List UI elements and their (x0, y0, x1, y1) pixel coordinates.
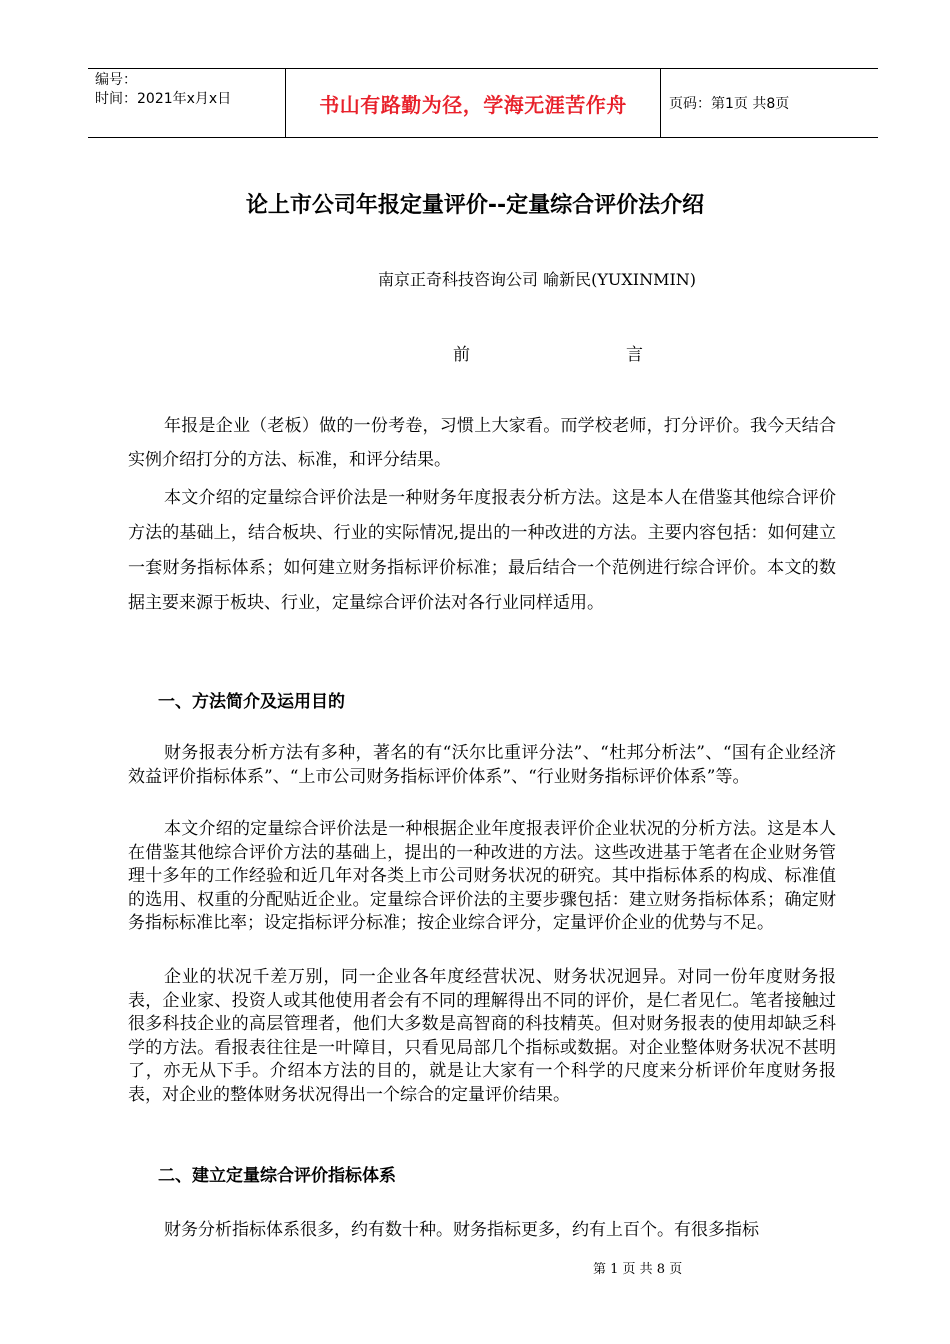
page-footer: 第 1 页 共 8 页 (593, 1262, 683, 1277)
author-line: 南京正奇科技咨询公司 喻新民(YUXINMIN) (378, 270, 697, 289)
paragraph-method-overview: 本文介绍的定量综合评价法是一种财务年度报表分析方法。这是本人在借鉴其他综合评价方法的基础上，结合板块、行业的实际情况,提出的一种改进的方法。主要内容包括：如何建立一套财务指标体系；如何建立财务指标评价标准；最后结合一个范例进行综合评价。本文的数据主要来源于板块、行业，定量综合评价法对各行业同样适用。 (128, 488, 836, 613)
section-heading-2: 二、建立定量综合评价指标体系 (158, 1166, 396, 1186)
paragraph-indicator-system: 财务分析指标体系很多，约有数十种。财务指标更多，约有上百个。有很多指标 (164, 1220, 759, 1240)
paragraph-analysis-methods: 财务报表分析方法有多种，著名的有“沃尔比重评分法”、“杜邦分析法”、“国有企业经济效益评价指标体系”、“上市公司财务指标评价体系”、“行业财务指标评价体系”等。 (128, 743, 836, 787)
preface-heading-char-1: 前 (453, 345, 470, 365)
header-motto: 书山有路勤为径，学海无涯苦作舟 (286, 69, 661, 137)
document-header (88, 68, 878, 138)
header-meta (88, 69, 286, 137)
paragraph-intro: 年报是企业（老板）做的一份考卷，习惯上大家看。而学校老师，打分评价。我今天结合实例介绍打分的方法、标准，和评分结果。 (128, 416, 836, 470)
section-heading-1: 一、方法简介及运用目的 (158, 692, 345, 712)
preface-heading-char-2: 言 (626, 345, 643, 365)
paragraph-purpose: 企业的状况千差万别，同一企业各年度经营状况、财务状况迥异。对同一份年度财务报表，企业家、投资人或其他使用者会有不同的理解得出不同的评价，是仁者见仁。笔者接触过很多科技企业的高层管理者，他们大多数是高智商的科技精英。但对财务报表的使用却缺乏科学的方法。看报表往往是一叶障目，只看见局部几个指标或数据。对企业整体财务状况不甚明了，亦无从下手。介绍本方法的目的，就是让大家有一个科学的尺度来分析评价年度财务报表，对企业的整体财务状况得出一个综合的定量评价结果。 (128, 967, 836, 1105)
paragraph-method-details: 本文介绍的定量综合评价法是一种根据企业年度报表评价企业状况的分析方法。这是本人在借鉴其他综合评价方法的基础上，提出的一种改进的方法。这些改进基于笔者在企业财务管理十多年的工作经验和近几年对各类上市公司财务状况的研究。其中指标体系的构成、标准值的选用、权重的分配贴近企业。定量综合评价法的主要步骤包括：建立财务指标体系；确定财务指标标准比率；设定指标评分标准；按企业综合评分，定量评价企业的优势与不足。 (128, 819, 836, 934)
document-title: 论上市公司年报定量评价--定量综合评价法介绍 (245, 193, 705, 218)
header-page-info: 页码：第1页 共8页 (669, 96, 790, 112)
document-number-label: 编号： (95, 72, 137, 88)
document-time: 时间：2021年x月x日 (95, 91, 232, 107)
